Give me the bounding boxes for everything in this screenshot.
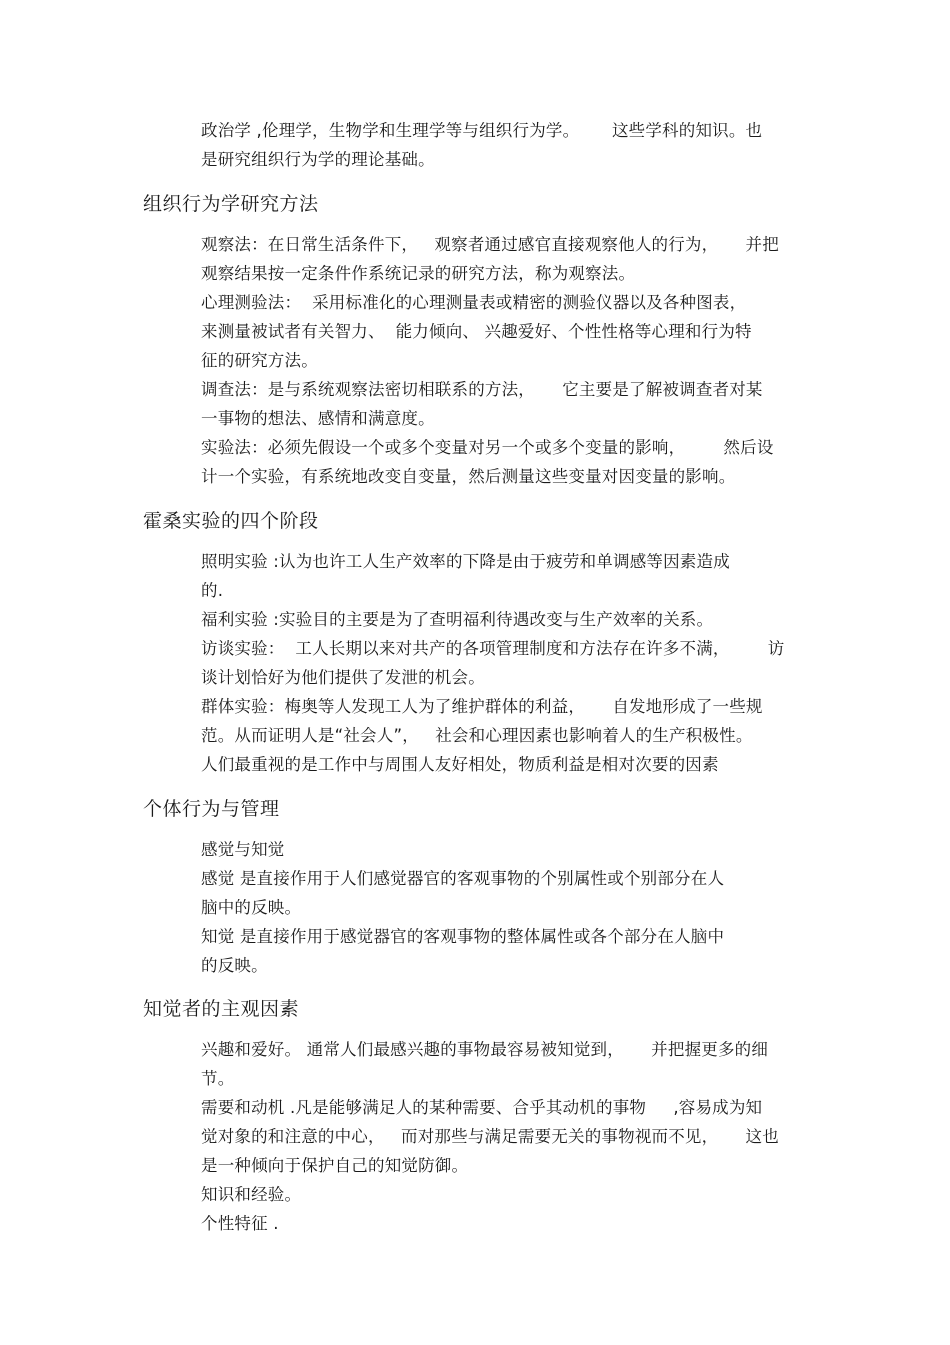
- section-heading: 知觉者的主观因素: [143, 998, 300, 1020]
- paragraph-line: 范。从而证明人是“社会人”， 社会和心理因素也影响着人的生产积极性。: [201, 726, 753, 745]
- paragraph-line: 福利实验 :实验目的主要是为了查明福利待遇改变与生产效率的关系。: [201, 610, 714, 629]
- paragraph-line: 观察结果按一定条件作系统记录的研究方法，称为观察法。: [201, 264, 636, 283]
- paragraph-line: 照明实验 :认为也许工人生产效率的下降是由于疲劳和单调感等因素造成: [201, 552, 730, 571]
- paragraph-line: 觉对象的和注意的中心， 而对那些与满足需要无关的事物视而不见， 这也: [201, 1127, 779, 1146]
- paragraph-line: 来测量被试者有关智力、 能力倾向、 兴趣爱好、个性性格等心理和行为特: [201, 322, 752, 341]
- paragraph-line: 计一个实验，有系统地改变自变量，然后测量这些变量对因变量的影响。: [201, 467, 736, 486]
- paragraph-line: 的反映。: [201, 956, 268, 975]
- paragraph-line: 政治学 ,伦理学，生物学和生理学等与组织行为学。 这些学科的知识。也: [201, 121, 763, 140]
- paragraph-line: 感觉与知觉: [201, 840, 285, 859]
- paragraph-line: 实验法：必须先假设一个或多个变量对另一个或多个变量的影响， 然后设: [201, 438, 774, 457]
- paragraph-line: 观察法：在日常生活条件下， 观察者通过感官直接观察他人的行为， 并把: [201, 235, 779, 254]
- paragraph-line: 脑中的反映。: [201, 898, 302, 917]
- paragraph-line: 心理测验法： 采用标准化的心理测量表或精密的测验仪器以及各种图表，: [201, 293, 747, 312]
- section-heading: 个体行为与管理: [143, 798, 280, 820]
- section-heading: 组织行为学研究方法: [143, 193, 319, 215]
- paragraph-line: 是一种倾向于保护自己的知觉防御。: [201, 1156, 469, 1175]
- paragraph-line: 人们最重视的是工作中与周围人友好相处，物质利益是相对次要的因素: [201, 755, 719, 774]
- paragraph-line: 知识和经验。: [201, 1185, 302, 1204]
- paragraph-line: 征的研究方法。: [201, 351, 318, 370]
- paragraph-line: 节。: [201, 1069, 235, 1088]
- paragraph-line: 访谈实验： 工人长期以来对共产的各项管理制度和方法存在许多不满， 访: [201, 639, 785, 658]
- paragraph-line: 谈计划恰好为他们提供了发泄的机会。: [201, 668, 485, 687]
- section-heading: 霍桑实验的四个阶段: [143, 510, 319, 532]
- paragraph-line: 个性特征 .: [201, 1214, 279, 1233]
- paragraph-line: 调查法：是与系统观察法密切相联系的方法， 它主要是了解被调查者对某: [201, 380, 763, 399]
- paragraph-line: 需要和动机 .凡是能够满足人的某种需要、合乎其动机的事物 ,容易成为知: [201, 1098, 763, 1117]
- paragraph-line: 群体实验：梅奥等人发现工人为了维护群体的利益， 自发地形成了一些规: [201, 697, 763, 716]
- paragraph-line: 一事物的想法、感情和满意度。: [201, 409, 435, 428]
- paragraph-line: 是研究组织行为学的理论基础。: [201, 150, 435, 169]
- paragraph-line: 兴趣和爱好。 通常人们最感兴趣的事物最容易被知觉到， 并把握更多的细: [201, 1040, 769, 1059]
- paragraph-line: 感觉 是直接作用于人们感觉器官的客观事物的个别属性或个别部分在人: [201, 869, 725, 888]
- paragraph-line: 的.: [201, 581, 224, 600]
- paragraph-line: 知觉 是直接作用于感觉器官的客观事物的整体属性或各个部分在人脑中: [201, 927, 725, 946]
